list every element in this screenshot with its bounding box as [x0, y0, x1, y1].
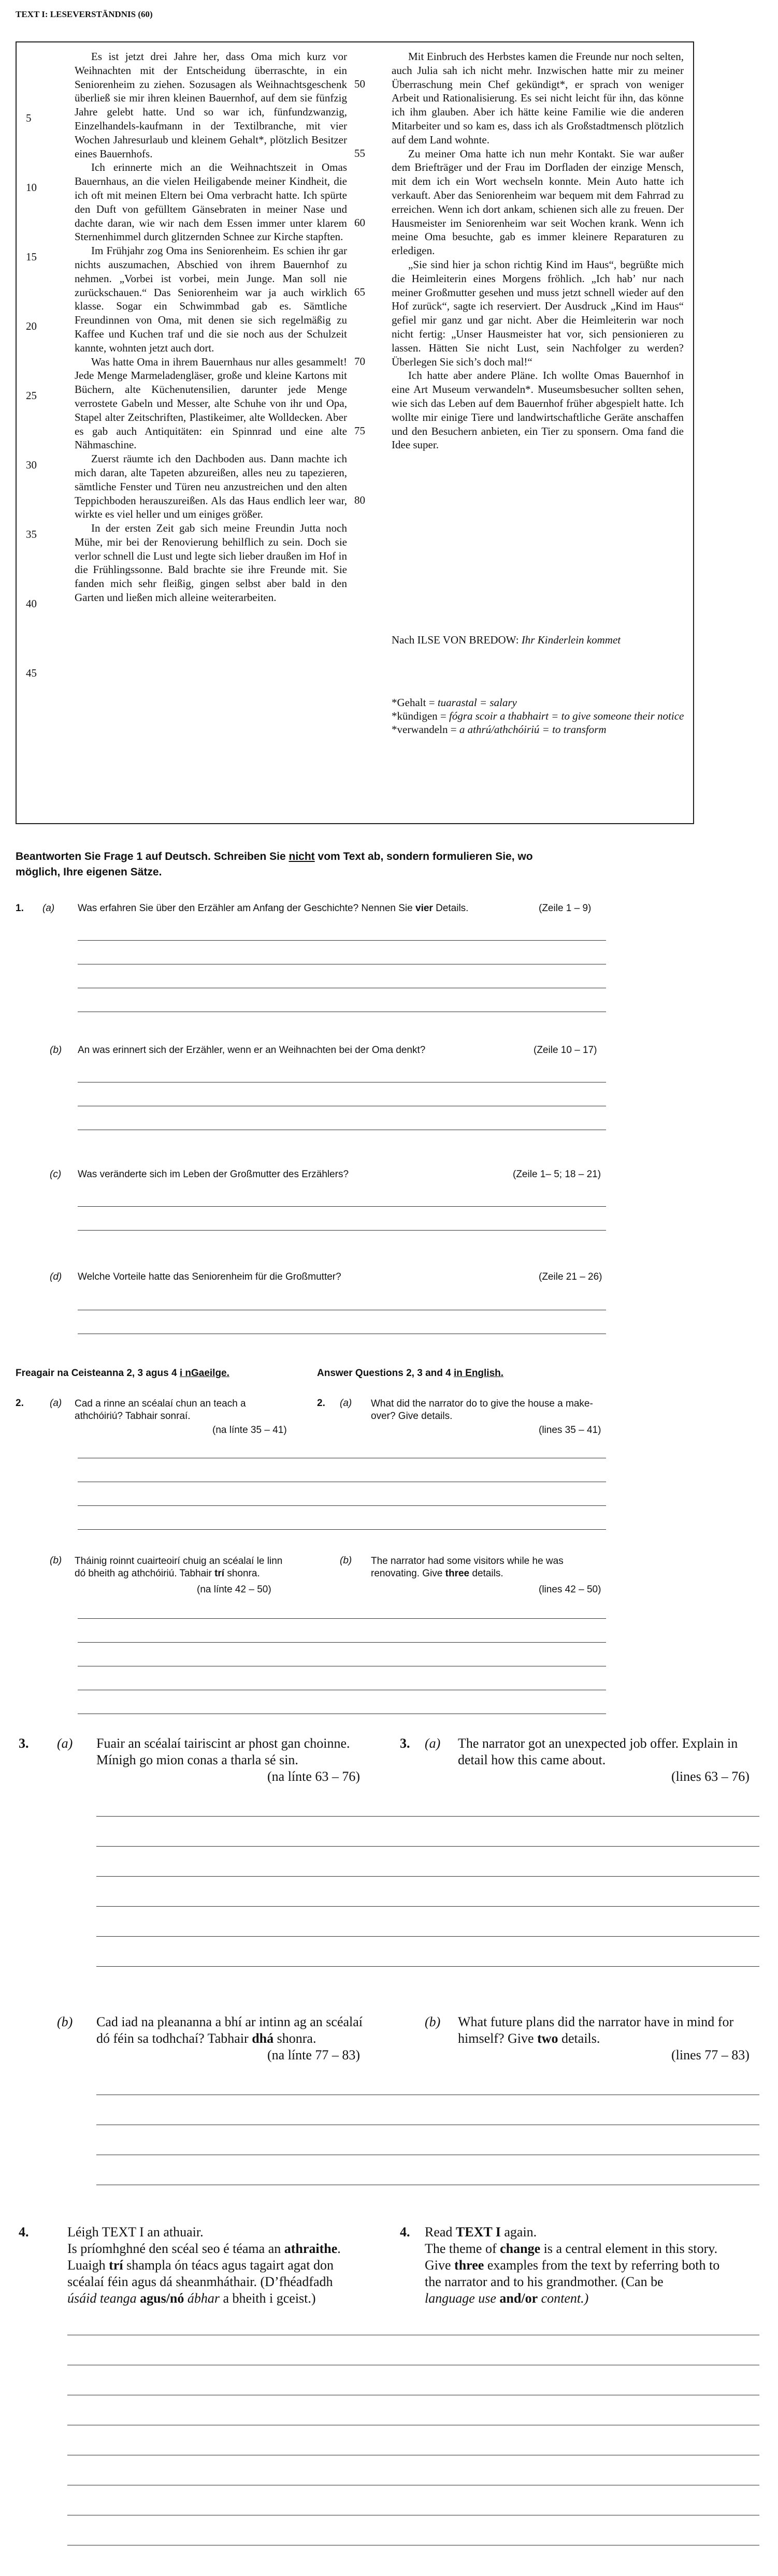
q2-number-english: 2. [317, 1398, 325, 1409]
q4-english-line3 [425, 2257, 761, 2274]
q3b-english-text [458, 2014, 758, 2047]
right-paragraph: „Sie sind hier ja schon richtig Kind im Haus“, begrüßte mich die Heimleiterin eines Morgens fröhlich. „Ich hab’ nur nach meiner Großmutter gesehen und muss jetzt schnell wieder auf den Hof zurück“, sagte ich reserviert. Der Ausdruck „Kind im Haus“ gefiel mir ganz und gar nicht. Aber die Heimleiterin war noch nicht fertig: „Unser Hausmeister hat vor, sich pensionieren zu lassen. Hätten Sie nicht Lust, sein Nachfolger zu werden? Überlegen Sie sich’s doch mal!“ [392, 258, 684, 368]
left-paragraph: Es ist jetzt drei Jahre her, dass Oma mich kurz vor Weihnachten mit der Entscheidung überraschte, in ein Seniorenheim zu ziehen. Sozusagen als Weihnachtsgeschenk überließ sie mir ihren kleinen Bauernhof, auf dem sie fünfzig Jahre gelebt hatte. Und so war ich, fünfundzwanzig, Einzelhandels-kaufmann in der Textilbranche, mit vier Wochen Jahresurlaub und kleinem Gehalt*, plötzlich Besitzer eines Bauernhofs. [75, 50, 347, 160]
q3b-english-line-ref: (lines 77 – 83) [671, 2047, 750, 2062]
q4-irish-l5-c: ábhar [187, 2291, 220, 2306]
instr-text-line2: möglich, Ihre eigenen Sätze. [16, 866, 162, 878]
glossary-gloss: tuarastal = salary [437, 696, 517, 709]
q3a-english-text: The narrator got an unexpected job offer. Explain in detail how this came about. [458, 1736, 738, 1767]
q1a-post: Details. [436, 903, 469, 914]
q4-irish-l3-pre: Luaigh [67, 2258, 106, 2273]
q4-irish-line2: Is príomhghné den scéal seo é téama an athraithe. [67, 2241, 341, 2256]
irish-header-text: Freagair na Ceisteanna 2, 3 agus 4 [16, 1368, 177, 1379]
glossary-gloss: a athrú/athchóiriú = to transform [459, 723, 607, 736]
instr-nicht: nicht [289, 851, 315, 862]
q1d-line-ref: (Zeile 21 – 26) [539, 1271, 602, 1282]
q4-irish-l3-bold: trí [109, 2258, 123, 2273]
q4-irish-line3 [67, 2257, 388, 2274]
right-paragraph: Mit Einbruch des Herbstes kamen die Freunde nur noch selten, auch Julia sah ich nicht mehr. Inzwischen hatte mir zu meiner Überraschung mein Chef gekündigt*, er sprach von weniger Arbeit und Rationalisierung. Es sei nicht leicht für ihn, das könne ich ihm glauben. Aber ich hätte keine Familie wie die anderen Mitarbeiter und so kam es, dass ich als Großstadtmensch plötzlich auf dem Land wohnte. [392, 50, 684, 146]
q2b-english-text [371, 1555, 599, 1580]
source-title: Ihr Kinderlein kommet [521, 634, 621, 646]
q4-irish-line4: scéalaí féin agus dá sheanmháthair. (D’fhéadfadh [67, 2274, 333, 2289]
answer-line[interactable] [78, 1618, 606, 1619]
line-number: 40 [26, 597, 37, 610]
answer-line[interactable] [78, 1206, 606, 1207]
q1c-text: Was veränderte sich im Leben der Großmutter des Erzählers? [78, 1169, 349, 1180]
left-paragraph: Zuerst räumte ich den Dachboden aus. Dann machte ich mich daran, alte Tapeten abzureißen, alles neu zu tapezieren, sämtliche Fenster und Türen neu anzustreichen und den alten Teppichboden herauszureißen. Als das Haus endlich leer war, wirkte es viel heller und um einiges größer. [75, 452, 347, 521]
q2a-irish-text: Cad a rinne an scéalaí chun an teach a athchóiriú? Tabhair sonraí. [75, 1398, 246, 1422]
q2a-irish-line-ref: (na línte 35 – 41) [212, 1425, 287, 1436]
q3b-irish-post: shonra. [277, 2031, 316, 2046]
q2b-irish-line-ref: (na línte 42 – 50) [197, 1584, 271, 1595]
q3b-irish-line-ref: (na línte 77 – 83) [267, 2047, 361, 2062]
english-header [317, 1368, 503, 1379]
q1a-label: (a) [42, 903, 55, 914]
q1d-text: Welche Vorteile hatte das Seniorenheim für die Großmutter? [78, 1271, 341, 1282]
answer-line[interactable] [96, 1876, 759, 1877]
left-paragraph: Im Frühjahr zog Oma ins Seniorenheim. Es schien ihr gar nichts auszumachen, Abschied von ihrem Bauernhof zu nehmen. „Vorbei ist vorbei, mein Junge. Man soll nie zurückschauen.“ Das Seniorenheim war ja auch wirklich klasse. Sogar ein Schwimmbad gab es. Sämtliche Freundinnen von Oma, mit denen sie sich regelmäßig zu Kaffee und Kuchen traf und die sie noch aus der Schulzeit kannte, wohnten jetzt auch dort. [75, 244, 347, 354]
q3b-irish-pre: Cad iad na pleananna a bhí ar intinn ag an scéalaí dó féin sa todhchaí? Tabhair [96, 2014, 363, 2046]
glossary-equals: = [428, 696, 435, 709]
answer-line[interactable] [96, 1846, 759, 1847]
line-number: 75 [354, 424, 365, 437]
q4-irish-line1: Léigh TEXT I an athuair. [67, 2224, 204, 2240]
q4-irish-l5-a: úsáid teanga [67, 2291, 137, 2306]
glossary-entry [392, 723, 687, 736]
q4-english-l2-pre: The theme of [425, 2241, 497, 2256]
q3b-english-label: (b) [425, 2014, 441, 2029]
q3b-english-post: details. [561, 2031, 600, 2046]
q4-english-l1-post: again. [504, 2224, 537, 2240]
q4-english-l3-bold: three [454, 2258, 484, 2273]
q4-english-l5-a: language use [425, 2291, 496, 2306]
q1a-text [78, 903, 468, 914]
line-number: 70 [354, 355, 365, 368]
line-number: 20 [26, 320, 37, 332]
line-number: 60 [354, 216, 365, 229]
glossary-term: *kündigen [392, 710, 438, 722]
q2b-english-bold: three [445, 1568, 470, 1579]
q3a-irish-label: (a) [57, 1736, 73, 1751]
q2b-irish-post: shonra. [227, 1568, 260, 1579]
q4-english-line4: the narrator and to his grandmother. (Can be [425, 2274, 664, 2289]
q2b-english-pre: The narrator had some visitors while he was renovating. Give [371, 1556, 564, 1579]
q4-english-line1 [425, 2224, 761, 2241]
left-paragraph: Ich erinnerte mich an die Weihnachtszeit in Omas Bauernhaus, an die vielen Heiligabende meiner Kindheit, die ich oft mit meinen Eltern bei Oma verbracht hatte. Ich spürte den Duft von gefülltem Gänsebraten in meiner Nase und dachte daran, wie wir nach dem Essen immer unter klarem Sternenhimmel durch glitzernden Schnee zur Kirche stapften. [75, 161, 347, 243]
q3a-english-line-ref: (lines 63 – 76) [671, 1769, 750, 1784]
q2b-irish-pre: Tháinig roinnt cuairteoirí chuig an scéalaí le linn dó bheith ag athchóiriú. Tabhair [75, 1556, 283, 1579]
line-number: 15 [26, 251, 37, 263]
q3a-irish-text: Fuair an scéalaí tairiscint ar phost gan choinne. Mínigh go mion conas a tharla sé sin. [96, 1736, 350, 1767]
glossary-entry [392, 696, 687, 709]
q2b-irish-bold: trí [214, 1568, 225, 1579]
glossary-term: *verwandeln [392, 723, 448, 736]
line-number: 30 [26, 459, 37, 471]
q4-english-l3-pre: Give [425, 2258, 451, 2273]
q1d-label: (d) [50, 1271, 62, 1282]
glossary-equals: = [450, 723, 457, 736]
instr-text-b: vom Text ab, sondern formulieren Sie, wo [318, 851, 533, 862]
q4-irish-l5-d: a bheith i gceist.) [223, 2291, 316, 2306]
q4-irish-line5 [67, 2290, 388, 2307]
q4-english-text [425, 2224, 761, 2307]
instr-text-a: Beantworten Sie Frage 1 auf Deutsch. Schreiben Sie [16, 851, 286, 862]
q3b-english-pre: What future plans did the narrator have in mind for himself? Give [458, 2014, 734, 2046]
glossary-term: *Gehalt [392, 696, 426, 709]
q2a-irish-label: (a) [50, 1398, 62, 1409]
q3-number-english: 3. [400, 1736, 410, 1751]
q1b-text: An was erinnert sich der Erzähler, wenn er an Weihnachten bei der Oma denkt? [78, 1045, 426, 1056]
q3b-english-bold: two [537, 2031, 558, 2046]
section-heading: TEXT I: LESEVERSTÄNDNIS (60) [16, 9, 153, 19]
q3b-irish-text [96, 2014, 366, 2047]
q2a-english-text: What did the narrator do to give the house a make-over? Give details. [371, 1398, 593, 1422]
left-paragraph: In der ersten Zeit gab sich meine Freundin Jutta noch Mühe, mir bei der Renovierung behilflich zu sein. Doch sie verlor schnell die Lust und legte sich lieber draußen im Hof in die Frühlingssonne. Bald brachte sie ihre Freunde mit. Sie fanden mich sehr fleißig, gingen selbst aber bald in den Garten und ließen mich alleine weiterarbeiten. [75, 522, 347, 604]
q3a-english-label: (a) [425, 1736, 441, 1751]
glossary-gloss: fógra scoir a thabhairt = to give someone their notice [449, 710, 684, 722]
q2b-english-post: details. [472, 1568, 503, 1579]
answer-line[interactable] [96, 1936, 759, 1937]
english-header-text: Answer Questions 2, 3 and 4 [317, 1368, 451, 1379]
q2a-english-line-ref: (lines 35 – 41) [539, 1425, 601, 1436]
right-paragraph: Ich hatte aber andere Pläne. Ich wollte Omas Bauernhof in eine Art Museum verwandeln*. Museumsbesucher sollten sehen, wie sich das Leben auf dem Bauernhof früher abgespielt hatte. Ich wollte mir einige Tiere und landwirtschaftliche Geräte anschaffen und den Besuchern anbieten, ein Tier zu sponsern. Oma fand die Idee super. [392, 369, 684, 451]
source-author: Nach ILSE VON BREDOW: [392, 634, 519, 646]
q1a-line-ref: (Zeile 1 – 9) [539, 903, 592, 914]
reading-text-box [16, 41, 694, 824]
q3-number-irish: 3. [19, 1736, 29, 1751]
answer-line[interactable] [96, 1816, 759, 1817]
q4-english-l1-pre: Read [425, 2224, 453, 2240]
instructions [16, 849, 627, 880]
line-number: 5 [26, 112, 32, 124]
answer-line[interactable] [78, 1230, 606, 1231]
q4-irish-l3-post: shampla ón téacs agus tagairt agat don [126, 2258, 334, 2273]
q1-number: 1. [16, 903, 24, 914]
glossary-equals: = [440, 710, 446, 722]
q4-irish-text [67, 2224, 388, 2307]
q1c-line-ref: (Zeile 1– 5; 18 – 21) [513, 1169, 601, 1180]
q3b-irish-label: (b) [57, 2014, 73, 2029]
q3b-irish-bold: dhá [252, 2031, 274, 2046]
q4-number-english: 4. [400, 2224, 410, 2240]
line-number: 55 [354, 147, 365, 159]
q4-irish-l2-bold: athraithe [284, 2241, 338, 2256]
story-left-column [75, 50, 347, 605]
q4-irish-l5-b: agus/nó [140, 2291, 184, 2306]
q4-english-l1-bold: TEXT I [455, 2224, 501, 2240]
answer-line[interactable] [78, 1505, 606, 1506]
glossary-entry [392, 709, 687, 723]
q2-number-irish: 2. [16, 1398, 24, 1409]
q1c-label: (c) [50, 1169, 62, 1180]
q2b-english-label: (b) [340, 1555, 352, 1566]
line-number: 45 [26, 667, 37, 679]
q4-english-line2 [425, 2241, 761, 2257]
q4-irish-l2-pre: Is príomhghné den scéal seo é téama an [67, 2241, 281, 2256]
answer-line[interactable] [96, 1966, 759, 1967]
q2b-irish-label: (b) [50, 1555, 62, 1566]
q2b-irish-text [75, 1555, 292, 1580]
q4-english-l2-bold: change [500, 2241, 541, 2256]
q1a-bold: vier [415, 903, 433, 914]
q3a-irish-line-ref: (na línte 63 – 76) [267, 1769, 361, 1784]
irish-header [16, 1368, 229, 1379]
answer-line[interactable] [78, 1529, 606, 1530]
answer-line[interactable] [96, 1906, 759, 1907]
irish-header-underlined: i nGaeilge. [179, 1368, 229, 1379]
left-paragraph: Was hatte Oma in ihrem Bauernhaus nur alles gesammelt! Jede Menge Marmeladengläser, große und kleine Kartons mit Büchern, alte Küchenutensilien, darunter jede Menge verrostete Gabeln und Messer, alte Schuhe von ihr und Opa, Stapel alter Zeitschriften, Plastikeimer, alte Wolldecken. Aber es gab auch Antiquitäten: ein Spinnrad und eine alte Nähmaschine. [75, 355, 347, 451]
q4-number-irish: 4. [19, 2224, 29, 2240]
line-number: 25 [26, 389, 37, 402]
q2a-english-label: (a) [340, 1398, 352, 1409]
q4-english-l5-b: and/or [499, 2291, 538, 2306]
line-number: 80 [354, 493, 365, 506]
answer-line[interactable] [78, 1642, 606, 1643]
q4-english-l3-post: examples from the text by referring both to [487, 2258, 720, 2273]
line-number: 50 [354, 77, 365, 90]
right-paragraph: Zu meiner Oma hatte ich nun mehr Kontakt. Sie war außer dem Briefträger und der Frau im Dorfladen der einzige Mensch, mit dem ich ein Wort wechseln konnte. Mein Auto hatte ich verkauft. Aber das Seniorenheim war bequem mit dem Fahrrad zu erreichen. Wenn ich dort ankam, schienen sich alle zu freuen. Der Hausmeister im Seniorenheim war seit Wochen krank. Wenn ich meine Oma besuchte, gab es immer kleinere Reparaturen zu erledigen. [392, 147, 684, 257]
q1b-label: (b) [50, 1045, 62, 1056]
line-number: 65 [354, 285, 365, 298]
line-number: 10 [26, 181, 37, 194]
line-number: 35 [26, 528, 37, 540]
q4-english-line5 [425, 2290, 761, 2307]
answer-line[interactable] [78, 940, 606, 941]
q2b-english-line-ref: (lines 42 – 50) [539, 1584, 601, 1595]
story-right-column [392, 50, 684, 452]
glossary [392, 696, 687, 736]
q1a-pre: Was erfahren Sie über den Erzähler am Anfang der Geschichte? Nennen Sie [78, 903, 413, 914]
q4-english-l2-post: is a central element in this story. [543, 2241, 718, 2256]
english-header-underlined: in English. [453, 1368, 504, 1379]
source-attribution [392, 634, 621, 647]
q1b-line-ref: (Zeile 10 – 17) [534, 1045, 597, 1056]
q4-english-l5-c: content.) [541, 2291, 589, 2306]
